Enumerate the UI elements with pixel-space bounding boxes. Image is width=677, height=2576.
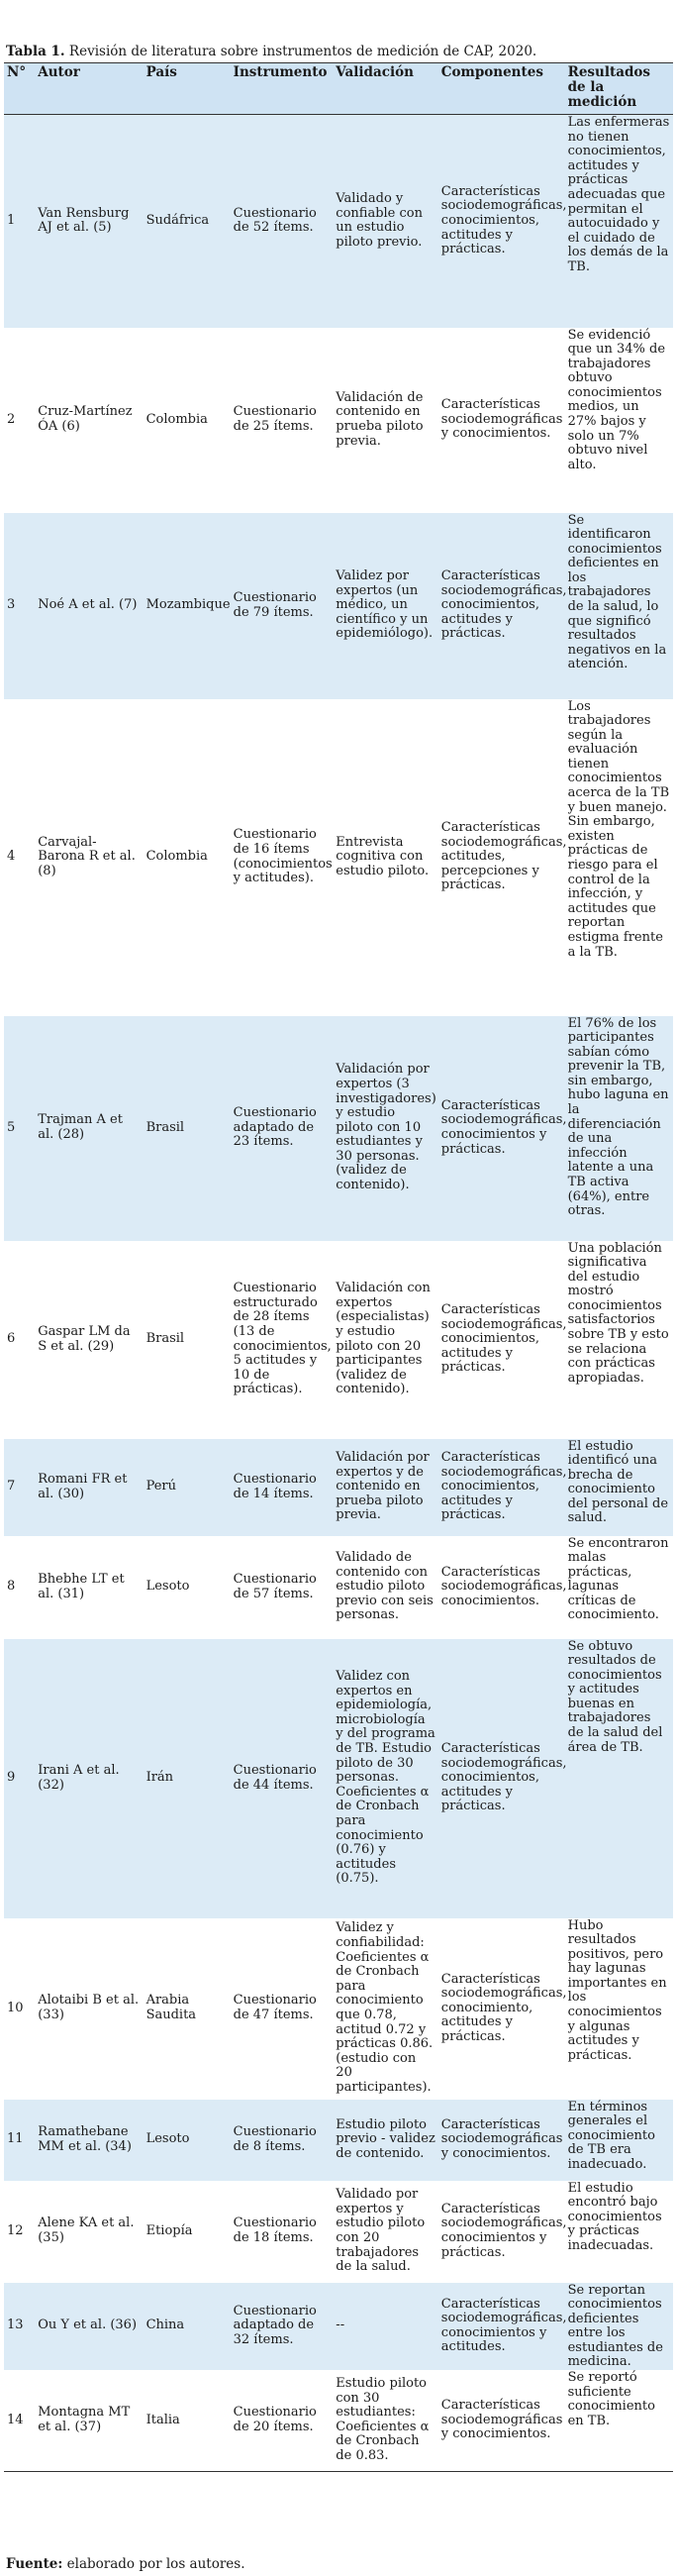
cell-autor: Cruz-Martínez ÓA (6) xyxy=(38,404,133,434)
cell-autor: Ramathebane MM et al. (34) xyxy=(35,2100,143,2181)
cell-n: 10 xyxy=(7,2000,24,2015)
cell-instrumento: Cuestionario de 44 ítems. xyxy=(231,1639,334,1918)
cell-instrumento: Cuestionario de 8 ítems. xyxy=(231,2100,334,2181)
cell-n: 14 xyxy=(4,2370,35,2471)
cell-resultados: En términos generales el conocimiento de TB era inadecuado. xyxy=(565,2100,673,2181)
cell-resultados: Hubo resultados positivos, pero hay lagunas importantes en los conocimientos y algunas actitudes y prácticas. xyxy=(567,1917,667,2063)
cell-resultados: Se reportó suficiente conocimiento en TB. xyxy=(565,2370,673,2471)
table-row xyxy=(4,2100,673,2181)
cell-componentes: Características sociodemográficas, conocimientos, actitudes y prácticas. xyxy=(438,1439,565,1536)
cell-instrumento: Cuestionario de 57 ítems. xyxy=(233,1571,317,1601)
caption-text: Revisión de literatura sobre instrumentos de medición de CAP, 2020. xyxy=(64,44,537,59)
cell-resultados: Se reportan conocimientos deficientes entre los estudiantes de medicina. xyxy=(565,2283,673,2371)
cell-componentes: Características sociodemográficas, actitudes, percepciones y prácticas. xyxy=(440,820,567,893)
table-row xyxy=(4,328,673,513)
table-row xyxy=(4,1536,673,1639)
cell-componentes: Características sociodemográficas y conocimientos. xyxy=(438,2370,565,2471)
cell-n: 2 xyxy=(7,411,16,427)
header-instrumento: Instrumento xyxy=(231,63,334,115)
cell-pais: Italia xyxy=(144,2370,231,2471)
cell-autor: Montagna MT et al. (37) xyxy=(35,2370,143,2471)
cell-componentes: Características sociodemográficas, conocimientos y prácticas. xyxy=(440,2201,567,2260)
table-row xyxy=(4,2370,673,2471)
cell-validacion: Validación por expertos y de contenido en prueba piloto previa. xyxy=(333,1439,438,1536)
table-row xyxy=(4,1439,673,1536)
cell-pais: Brasil xyxy=(144,1016,231,1241)
cell-validacion: Estudio piloto con 30 estudiantes: Coeficientes α de Cronbach de 0.83. xyxy=(333,2370,438,2471)
cell-n: 6 xyxy=(7,1331,16,1347)
cell-componentes: Características sociodemográficas, conocimiento, actitudes y prácticas. xyxy=(440,1971,567,2044)
cell-componentes: Características sociodemográficas, conocimientos, actitudes y prácticas. xyxy=(440,1302,567,1376)
cell-validacion: Validación con expertos (especialistas) y estudio piloto con 20 participantes (validez de contenido). xyxy=(336,1281,431,1397)
cell-instrumento: Cuestionario de 79 ítems. xyxy=(231,513,334,699)
cell-instrumento: Cuestionario de 20 ítems. xyxy=(231,2370,334,2471)
cell-n: 9 xyxy=(4,1639,35,1918)
cell-pais: Etiopía xyxy=(145,2222,193,2238)
cell-instrumento: Cuestionario estructurado de 28 ítems (13 de conocimientos, 5 actitudes y 10 de prácticas). xyxy=(233,1281,332,1397)
source-text: elaborado por los autores. xyxy=(62,2556,245,2572)
cell-componentes: Características sociodemográficas, conocimientos y actitudes. xyxy=(438,2283,565,2371)
table-row xyxy=(4,699,673,1016)
cell-validacion: Estudio piloto previo - validez de contenido. xyxy=(333,2100,438,2181)
cell-componentes: Características sociodemográficas, conocimientos, actitudes y prácticas. xyxy=(438,1639,565,1918)
table-row xyxy=(4,513,673,699)
cell-validacion: Validez con expertos en epidemiología, microbiología y del programa de TB. Estudio piloto de 30 personas. Coeficientes α de Cronbach para conocimiento (0.76) y actitudes (0.75). xyxy=(333,1639,438,1918)
cell-pais: Lesoto xyxy=(144,2100,231,2181)
cell-autor: Romani FR et al. (30) xyxy=(35,1439,143,1536)
table-header-row xyxy=(4,63,673,115)
cell-componentes: Características sociodemográficas, conocimientos y prácticas. xyxy=(438,1016,565,1241)
cell-n: 3 xyxy=(4,513,35,699)
cell-resultados: Los trabajadores según la evaluación tienen conocimientos acerca de la TB y buen manejo. Sin embargo, existen prácticas de riesgo para el control de la infección, y actitudes que reportan estigma frente a la TB. xyxy=(567,698,670,960)
cell-resultados: El estudio identificó una brecha de conocimiento del personal de salud. xyxy=(565,1439,673,1536)
cell-pais: Mozambique xyxy=(144,513,231,699)
cell-n: 4 xyxy=(7,849,16,865)
cell-instrumento: Cuestionario de 14 ítems. xyxy=(231,1439,334,1536)
cell-pais: China xyxy=(144,2283,231,2371)
cell-resultados: Se encontraron malas prácticas, lagunas críticas de conocimiento. xyxy=(567,1535,669,1623)
cell-resultados: Se evidenció que un 34% de trabajadores obtuvo conocimientos medios, un 27% bajos y solo un 7% obtuvo nivel alto. xyxy=(567,327,666,472)
cell-pais: Arabia Saudita xyxy=(145,1993,197,2022)
cell-validacion: Entrevista cognitiva con estudio piloto. xyxy=(336,834,430,878)
cell-validacion: Validado por expertos y estudio piloto con 20 trabajadores de la salud. xyxy=(336,2187,426,2275)
cell-instrumento: Cuestionario de 16 ítems (conocimientos y actitudes). xyxy=(233,827,333,886)
table-row xyxy=(4,1241,673,1439)
cell-validacion: Validado y confiable con un estudio piloto previo. xyxy=(333,115,438,328)
cell-n: 12 xyxy=(7,2222,24,2238)
header-n: N° xyxy=(4,63,35,115)
cell-autor: Irani A et al. (32) xyxy=(35,1639,143,1918)
header-componentes: Componentes xyxy=(438,63,565,115)
cell-resultados: Las enfermeras no tienen conocimientos, actitudes y prácticas adecuadas que permitan el autocuidado y el cuidado de los demás de la TB. xyxy=(565,115,673,328)
cell-n: 13 xyxy=(4,2283,35,2371)
cell-pais: Colombia xyxy=(145,849,208,865)
cell-instrumento: Cuestionario de 52 ítems. xyxy=(231,115,334,328)
cell-validacion: -- xyxy=(333,2283,438,2371)
header-validacion: Validación xyxy=(333,63,438,115)
table-row xyxy=(4,1918,673,2100)
cell-autor: Bhebhe LT et al. (31) xyxy=(38,1571,125,1601)
header-pais: País xyxy=(144,63,231,115)
table-caption xyxy=(6,44,536,59)
cell-componentes: Características sociodemográficas, conocimientos, actitudes y prácticas. xyxy=(438,513,565,699)
table-row xyxy=(4,2181,673,2283)
cell-validacion: Validación por expertos (3 investigadores) y estudio piloto con 10 estudiantes y 30 personas. (validez de contenido). xyxy=(333,1016,438,1241)
cell-resultados: Se identificaron conocimientos deficientes en los trabajadores de la salud, lo que significó resultados negativos en la atención. xyxy=(565,513,673,699)
cell-resultados: Se obtuvo resultados de conocimientos y actitudes buenas en trabajadores de la salud del área de TB. xyxy=(565,1639,673,1918)
cell-instrumento: Cuestionario de 47 ítems. xyxy=(233,1993,317,2022)
cell-validacion: Validado de contenido con estudio piloto previo con seis personas. xyxy=(336,1550,434,1623)
cell-validacion: Validación de contenido en prueba piloto previa. xyxy=(336,389,424,449)
cell-pais: Sudáfrica xyxy=(144,115,231,328)
cell-n: 1 xyxy=(4,115,35,328)
table-row xyxy=(4,1639,673,1918)
cell-autor: Noé A et al. (7) xyxy=(35,513,143,699)
table-row xyxy=(4,2283,673,2371)
table-row xyxy=(4,115,673,328)
cell-componentes: Características sociodemográficas, conocimientos, actitudes y prácticas. xyxy=(438,115,565,328)
cell-autor: Trajman A et al. (28) xyxy=(35,1016,143,1241)
cell-validacion: Validez por expertos (un médico, un científico y un epidemiólogo). xyxy=(333,513,438,699)
cell-instrumento: Cuestionario adaptado de 23 ítems. xyxy=(231,1016,334,1241)
cell-n: 8 xyxy=(7,1579,16,1595)
cell-pais: Lesoto xyxy=(145,1579,190,1595)
cell-resultados: Una población significativa del estudio mostró conocimientos satisfactorios sobre TB y esto se relaciona con prácticas apropiadas. xyxy=(567,1240,669,1386)
cell-componentes: Características sociodemográficas y conocimientos. xyxy=(438,2100,565,2181)
cell-n: 11 xyxy=(4,2100,35,2181)
cell-pais: Brasil xyxy=(145,1331,185,1347)
cell-n: 5 xyxy=(4,1016,35,1241)
cell-validacion: Validez y confiabilidad: Coeficientes α de Cronbach para conocimiento que 0.78, actitud 0.72 y prácticas 0.86. (estudio con 20 participantes). xyxy=(336,1920,434,2095)
cell-autor: Gaspar LM da S et al. (29) xyxy=(38,1323,131,1354)
cell-autor: Van Rensburg AJ et al. (5) xyxy=(35,115,143,328)
source-label: Fuente: xyxy=(6,2556,63,2572)
cell-pais: Colombia xyxy=(145,411,208,427)
header-autor: Autor xyxy=(35,63,143,115)
table-row xyxy=(4,1016,673,1241)
cell-instrumento: Cuestionario de 18 ítems. xyxy=(233,2215,317,2245)
header-resultados: Resultados de la medición xyxy=(565,63,673,115)
literature-table xyxy=(4,62,673,2472)
cell-n: 7 xyxy=(4,1439,35,1536)
table-source xyxy=(6,2556,245,2572)
cell-autor: Carvajal-Barona R et al. (8) xyxy=(38,834,136,878)
cell-componentes: Características sociodemográficas y conocimientos. xyxy=(440,397,563,442)
cell-resultados: El 76% de los participantes sabían cómo prevenir la TB, sin embargo, hubo laguna en la diferenciación de una infección latente a una TB activa (64%), entre otras. xyxy=(565,1016,673,1241)
cell-componentes: Características sociodemográficas, conocimientos. xyxy=(440,1564,567,1608)
cell-resultados: El estudio encontró bajo conocimientos y prácticas inadecuadas. xyxy=(567,2180,662,2253)
cell-autor: Alotaibi B et al. (33) xyxy=(38,1993,140,2022)
cell-instrumento: Cuestionario de 25 ítems. xyxy=(233,404,317,434)
cell-autor: Ou Y et al. (36) xyxy=(35,2283,143,2371)
caption-label: Tabla 1. xyxy=(6,44,65,59)
cell-autor: Alene KA et al. (35) xyxy=(38,2215,135,2245)
cell-pais: Perú xyxy=(144,1439,231,1536)
cell-pais: Irán xyxy=(144,1639,231,1918)
cell-instrumento: Cuestionario adaptado de 32 ítems. xyxy=(231,2283,334,2371)
